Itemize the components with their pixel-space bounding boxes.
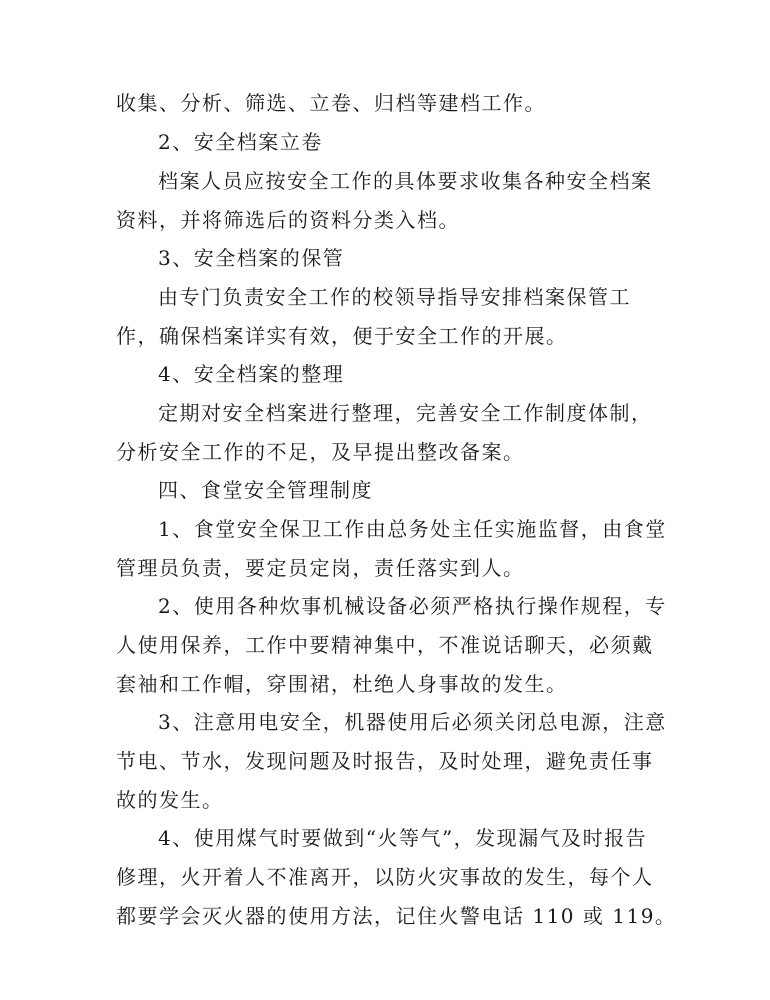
text-line: 节电、节水，发现问题及时报告，及时处理，避免责任事 <box>116 749 654 773</box>
text-line: 作，确保档案详实有效，便于安全工作的开展。 <box>116 324 568 348</box>
chapter-heading: 四、食堂安全管理制度 <box>158 478 373 502</box>
text-line: 故的发生。 <box>116 788 224 812</box>
text-line: 档案人员应按安全工作的具体要求收集各种安全档案 <box>158 169 653 193</box>
text-line: 都要学会灭火器的使用方法，记住火警电话 110 或 119。 <box>116 904 677 928</box>
text-line: 人使用保养，工作中要精神集中，不准说话聊天，必须戴 <box>116 633 654 657</box>
text-line: 4、使用煤气时要做到“火等气”，发现漏气及时报告 <box>158 826 648 850</box>
text-line: 2、使用各种炊事机械设备必须严格执行操作规程，专 <box>158 594 667 618</box>
section-heading: 4、安全档案的整理 <box>158 362 345 386</box>
text-line: 收集、分析、筛选、立卷、归档等建档工作。 <box>116 91 546 115</box>
text-line: 管理员负责，要定员定岗，责任落实到人。 <box>116 556 525 580</box>
text-line: 1、食堂安全保卫工作由总务处主任实施监督，由食堂 <box>158 517 667 541</box>
text-line: 定期对安全档案进行整理，完善安全工作制度体制， <box>158 401 653 425</box>
text-line: 修理，火开着人不准离开，以防火灾事故的发生，每个人 <box>116 865 654 889</box>
text-line: 3、注意用电安全，机器使用后必须关闭总电源，注意 <box>158 710 667 734</box>
text-line: 由专门负责安全工作的校领导指导安排档案保管工 <box>158 285 631 309</box>
section-heading: 2、安全档案立卷 <box>158 130 323 154</box>
text-line: 套袖和工作帽，穿围裙，杜绝人身事故的发生。 <box>116 672 568 696</box>
text-line: 资料，并将筛选后的资料分类入档。 <box>116 208 460 232</box>
text-line: 分析安全工作的不足，及早提出整改备案。 <box>116 440 525 464</box>
section-heading: 3、安全档案的保管 <box>158 246 345 270</box>
